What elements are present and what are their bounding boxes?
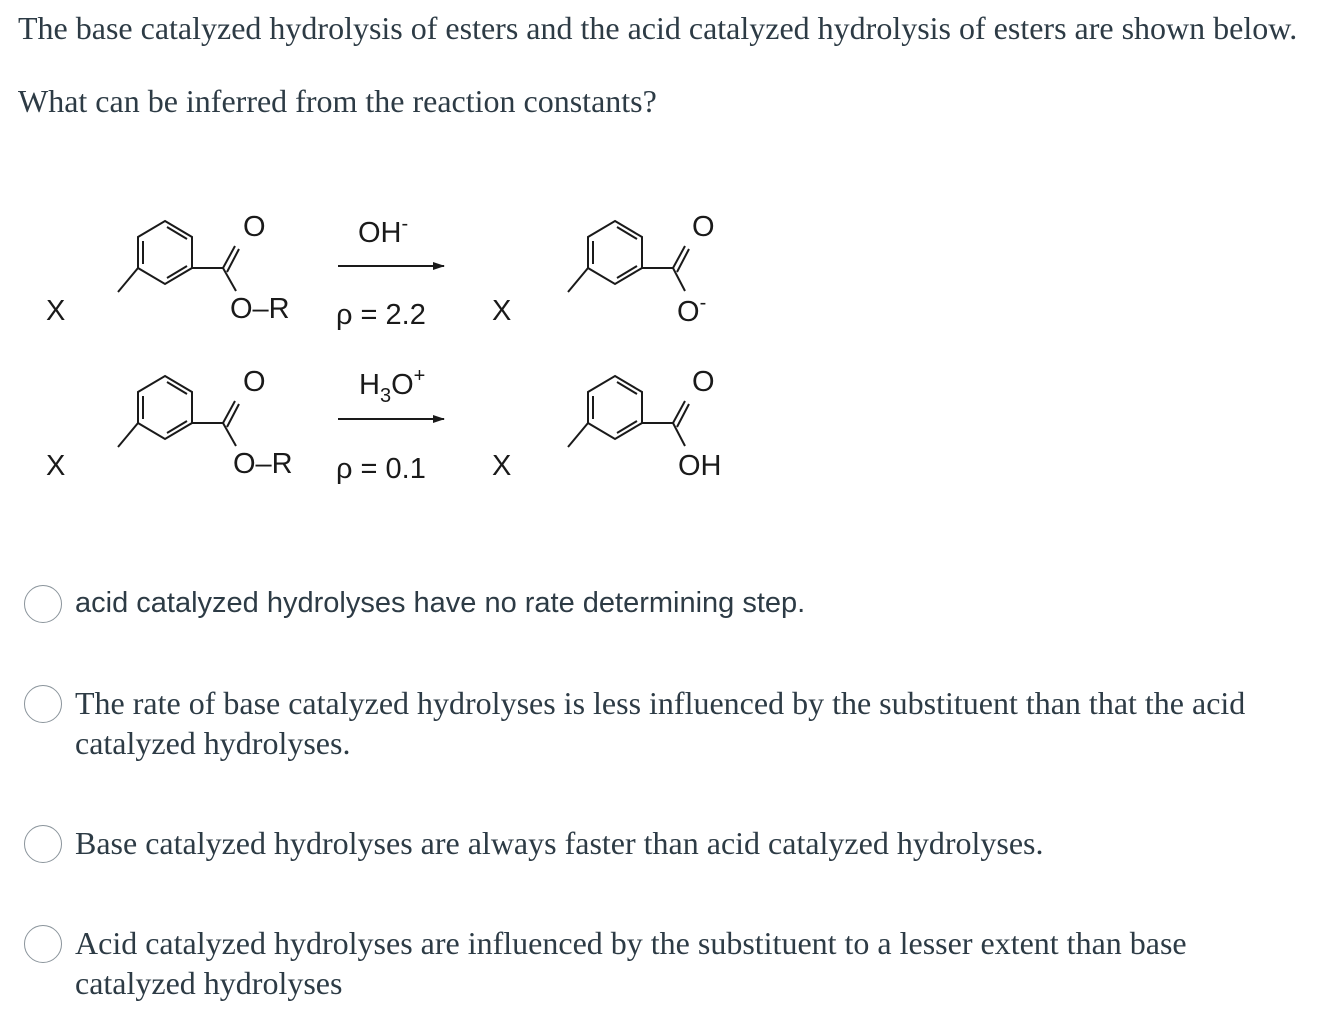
product-1-carbonyl-o: O	[692, 211, 715, 243]
answer-choice-1[interactable]	[24, 583, 1304, 623]
product-1-substituent: X	[492, 295, 512, 327]
product-2-carbonyl-o: O	[692, 366, 715, 398]
product-1-carboxylate	[677, 292, 706, 328]
reaction-2-reagent-subscript: 3	[379, 385, 392, 407]
reaction-1-reagent-main: OH	[358, 217, 402, 249]
radio-button-4[interactable]	[24, 925, 62, 963]
reaction-2-reagent-charge: +	[413, 365, 426, 387]
product-2-structure	[568, 376, 689, 447]
reactant-2-substituent: X	[46, 450, 66, 482]
product-2-hydroxyl: OH	[678, 450, 722, 482]
reaction-2-reagent	[359, 365, 425, 407]
reaction-2-reagent-main: H	[359, 369, 380, 401]
reaction-1-reagent-charge: -	[401, 213, 409, 235]
answer-choice-4[interactable]	[24, 923, 1304, 1003]
reactant-2-carbonyl-o: O	[243, 366, 266, 398]
reaction-2-reagent-o: O	[391, 369, 414, 401]
radio-button-1[interactable]	[24, 585, 62, 623]
reactant-2-ester-group: O–R	[233, 448, 293, 480]
reaction-2-rho: ρ = 0.1	[336, 453, 426, 485]
reactant-1-carbonyl-o: O	[243, 211, 266, 243]
product-1-charge: -	[699, 292, 707, 314]
radio-button-3[interactable]	[24, 825, 62, 863]
product-1-structure	[568, 221, 689, 292]
answer-choice-3[interactable]	[24, 823, 1304, 863]
reactant-2-structure	[118, 376, 239, 447]
question-line-2: What can be inferred from the reaction constants?	[18, 83, 657, 119]
reaction-1-rho: ρ = 2.2	[336, 299, 426, 331]
answer-choice-2-label: The rate of base catalyzed hydrolyses is less influenced by the substituent than that the acid catalyzed hydrolyses.	[75, 685, 1246, 761]
reactant-1-ester-group: O–R	[230, 293, 290, 325]
reaction-scheme-svg	[40, 196, 740, 496]
reaction-1-reagent	[358, 213, 408, 249]
answer-choice-1-label: acid catalyzed hydrolyses have no rate determining step.	[75, 587, 806, 619]
answer-choice-3-label: Base catalyzed hydrolyses are always faster than acid catalyzed hydrolyses.	[75, 825, 1044, 861]
reaction-scheme	[40, 196, 740, 496]
reactant-1-structure	[118, 221, 239, 292]
product-2-substituent: X	[492, 450, 512, 482]
answer-choice-2[interactable]	[24, 683, 1304, 763]
radio-button-2[interactable]	[24, 685, 62, 723]
product-1-carboxylate-o: O	[677, 296, 700, 328]
answer-choice-4-label: Acid catalyzed hydrolyses are influenced by the substituent to a lesser extent than base catalyzed hydrolyses	[75, 925, 1187, 1001]
question-line-1: The base catalyzed hydrolysis of esters and the acid catalyzed hydrolysis of esters are shown below.	[18, 10, 1298, 46]
question-text	[18, 8, 1298, 122]
reactant-1-substituent: X	[46, 295, 66, 327]
